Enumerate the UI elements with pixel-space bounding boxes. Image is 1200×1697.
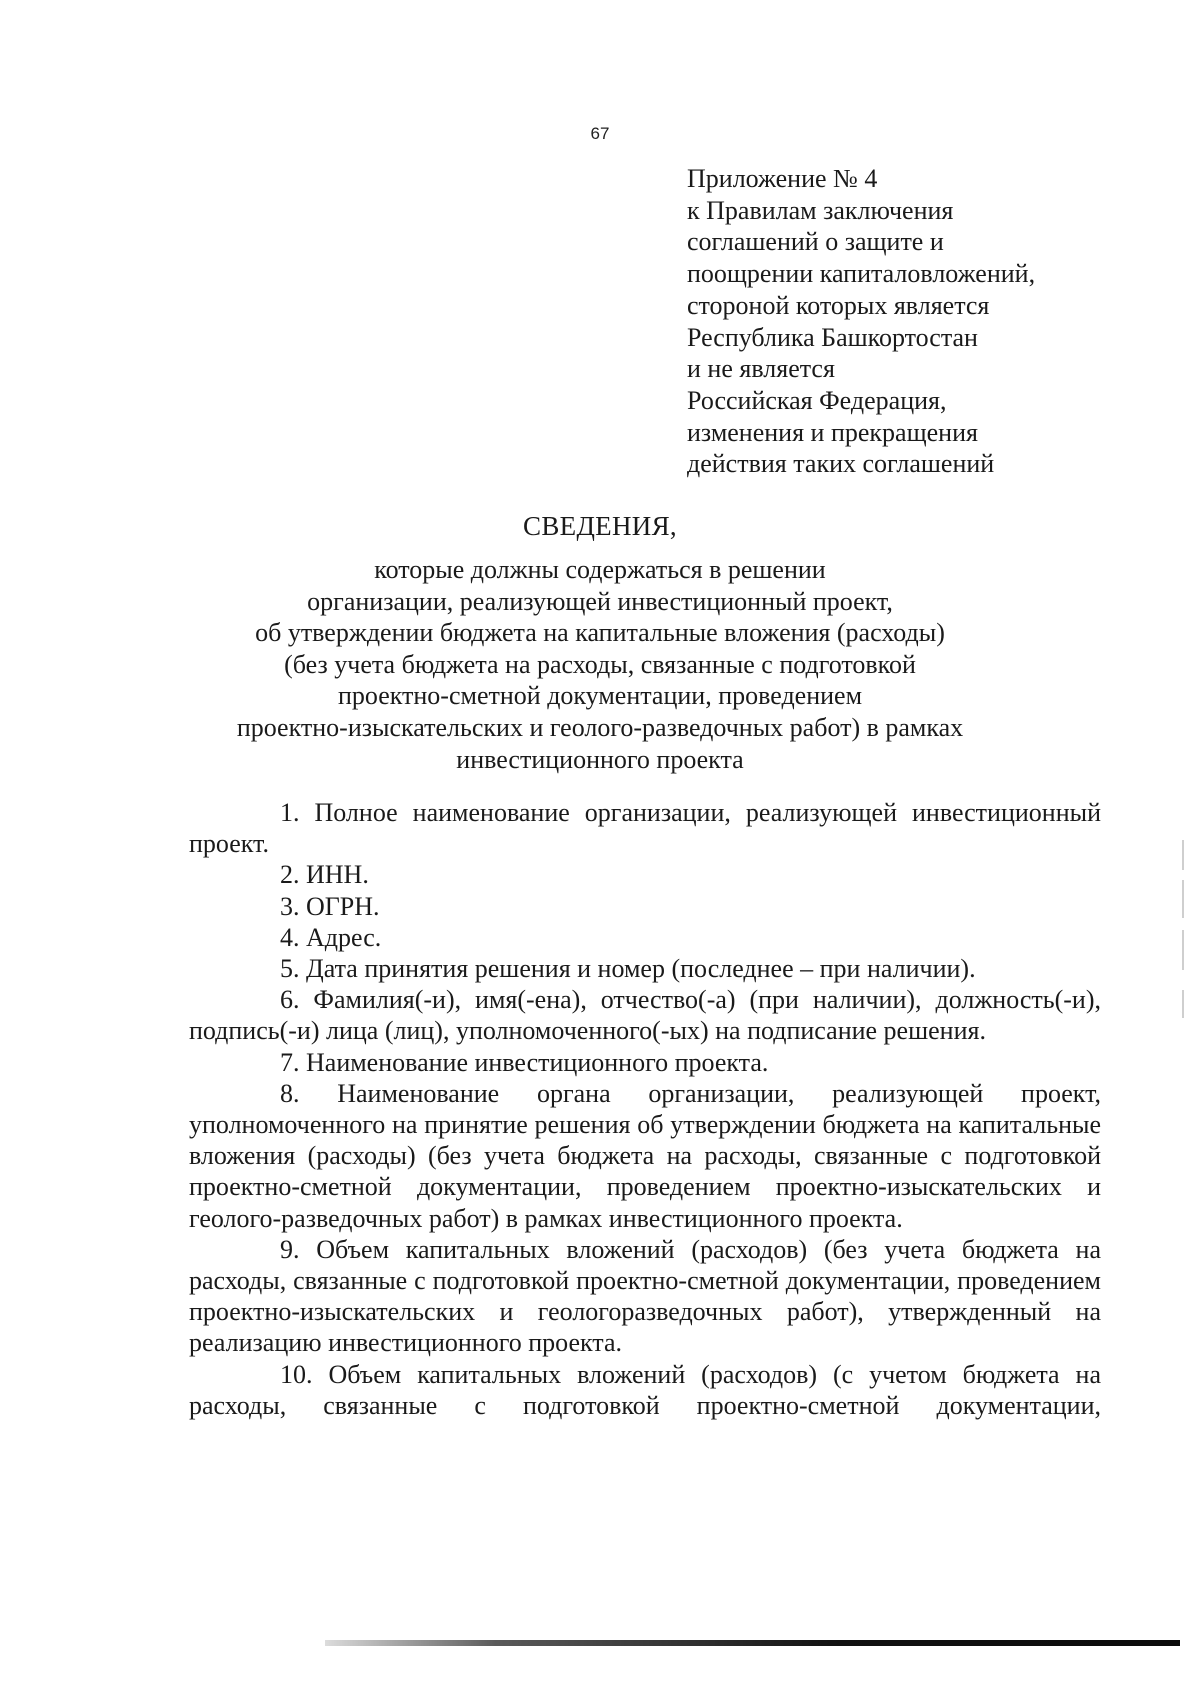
- page-number: 67: [590, 124, 610, 143]
- appendix-line: Российская Федерация,: [687, 385, 947, 415]
- scan-artifact: [1182, 880, 1184, 918]
- list-item: 5. Дата принятия решения и номер (последнее – при наличии).: [280, 954, 976, 984]
- list-item: 9. Объем капитальных вложений (расходов) (без учета бюджета на расходы, связанные с подготовкой проектно-сметной документации, проведением проектно-изыскательских и геологоразведочных работ), утвержденный на реализацию инвестиционного проекта.: [189, 1234, 1101, 1358]
- appendix-line: и не является: [687, 354, 835, 384]
- document-subtitle: [0, 554, 1200, 775]
- appendix-line: к Правилам заключения: [687, 195, 954, 225]
- appendix-line: Республика Башкортостан: [687, 322, 978, 352]
- list-item: 10. Объем капитальных вложений (расходов) (с учетом бюджета на расходы, связанные с подготовкой проектно-сметной документации,: [189, 1359, 1101, 1420]
- subtitle-line: об утверждении бюджета на капитальные вложения (расходы): [255, 618, 945, 648]
- document-title: СВЕДЕНИЯ,: [523, 511, 677, 541]
- appendix-line: поощрении капиталовложений,: [687, 259, 1036, 289]
- appendix-line: действия таких соглашений: [687, 449, 995, 479]
- list-item: 8. Наименование органа организации, реализующей проект, уполномоченного на принятие решения об утверждении бюджета на капитальные вложения (расходы) (без учета бюджета на расходы, связанные с подготовкой проектно-сметной документации, проведением проектно-изыскательских и геолого-разведочных работ) в рамках инвестиционного проекта.: [189, 1078, 1101, 1233]
- list-item: 1. Полное наименование организации, реализующей инвестиционный проект.: [189, 798, 1101, 859]
- scan-artifact: [1182, 990, 1184, 1018]
- subtitle-line: (без учета бюджета на расходы, связанные с подготовкой: [284, 649, 916, 679]
- bottom-rule: [325, 1640, 1180, 1646]
- appendix-header: [687, 163, 1127, 480]
- appendix-line: стороной которых является: [687, 290, 990, 320]
- list-item: 4. Адрес.: [280, 922, 382, 952]
- appendix-line: Приложение № 4: [687, 164, 878, 193]
- appendix-line: соглашений о защите и: [687, 227, 944, 257]
- subtitle-line: проектно-сметной документации, проведением: [337, 681, 863, 711]
- title-block: [0, 508, 1200, 775]
- document-body: [189, 797, 1101, 1421]
- subtitle-line: организации, реализующей инвестиционный проект,: [307, 586, 893, 616]
- scan-artifact: [1182, 840, 1184, 870]
- list-item: 7. Наименование инвестиционного проекта.: [280, 1047, 769, 1077]
- subtitle-line: проектно-изыскательских и геолого-разведочных работ) в рамках: [236, 712, 964, 742]
- list-item: 2. ИНН.: [280, 860, 369, 890]
- appendix-line: изменения и прекращения: [687, 417, 978, 447]
- subtitle-line: инвестиционного проекта: [456, 744, 744, 774]
- scan-artifact: [1182, 930, 1184, 970]
- list-item: 6. Фамилия(-и), имя(-ена), отчество(-а) (при наличии), должность(-и), подпись(-и) лица (лиц), уполномоченного(-ых) на подписание решения.: [189, 985, 1101, 1046]
- subtitle-line: которые должны содержаться в решении: [374, 555, 826, 584]
- list-item: 3. ОГРН.: [280, 891, 380, 921]
